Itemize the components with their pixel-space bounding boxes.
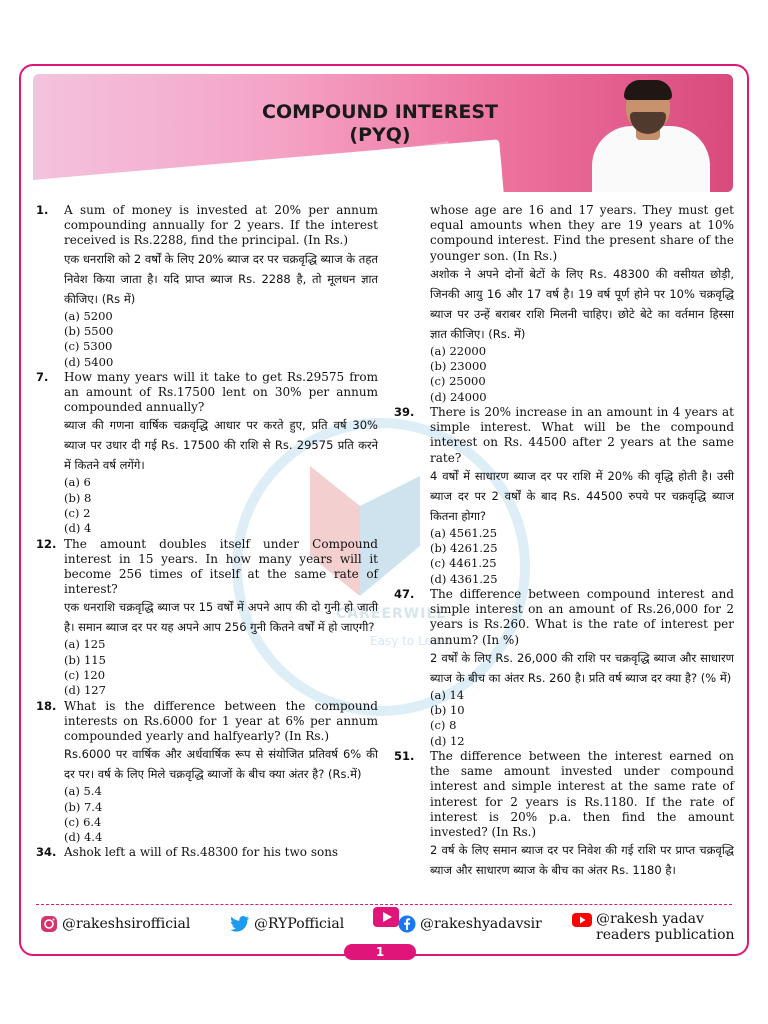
footer-divider xyxy=(36,904,732,905)
option: (a) 4561.25 xyxy=(430,525,498,540)
question-39: 39. There is 20% increase in an amount in 4 years at simple interest. What will be the compound interest on Rs. 44500 after 2 years at the same rate? 4 वर्षों में साधारण ब्याज दर पर राशि में 20% की वृद्धि होती है। उसी ब्याज दर पर 2 वर्षों के बाद Rs. 44500 रुपये पर चक्रवृद्धि ब्याज कितना होगा? (a) 4561.25 (b) 4261.25 (c) 4461.25 (d) 4361.25 xyxy=(394,405,734,586)
banner-torn-edge xyxy=(33,139,505,192)
option: (d) 4 xyxy=(64,521,92,536)
option: (d) 12 xyxy=(430,733,465,748)
youtube-icon xyxy=(572,913,592,927)
option: (c) 8 xyxy=(430,718,457,733)
left-column xyxy=(36,203,378,861)
twitter-handle: @RYPofficial xyxy=(254,916,345,932)
presenter-photo xyxy=(580,78,720,192)
facebook-handle: @rakeshyadavsir xyxy=(420,916,542,932)
instagram-link[interactable] xyxy=(40,915,190,933)
option: (c) 120 xyxy=(64,668,106,682)
option: (c) 2 xyxy=(64,506,91,520)
option: (a) 22000 xyxy=(430,343,487,358)
right-column xyxy=(394,203,734,880)
twitter-link[interactable] xyxy=(230,915,344,933)
option: (a) 14 xyxy=(430,687,465,702)
option: (b) 4261.25 xyxy=(430,541,498,556)
youtube-handle: @rakesh yadav xyxy=(596,911,704,927)
question-12: 12. The amount doubles itself under Compound interest in 15 years. In how many years will it become 256 times of itself at the same rate of interest? एक धनराशि चक्रवृद्धि ब्याज पर 15 वर्षों में अपने आप की दो गुनी हो जाती है। समान ब्याज दर पर यह अपने आप 256 गुनी कितने वर्षों में हो जाएगी? (a) 125 (b) 115 (c) 120 (d) 127 xyxy=(36,536,378,698)
option: (c) 25000 xyxy=(430,374,486,389)
publisher-name: readers publication xyxy=(596,927,735,943)
option: (b) 5500 xyxy=(64,323,114,338)
facebook-link[interactable] xyxy=(398,915,542,933)
option: (a) 6 xyxy=(64,475,91,490)
option: (b) 115 xyxy=(64,652,106,667)
option: (d) 4361.25 xyxy=(430,571,498,586)
option: (c) 4461.25 xyxy=(430,556,497,571)
question-1: 1. A sum of money is invested at 20% per annum compounding annually for 2 years. If the interest received is Rs.2288, find the principal. (In Rs.) एक धनराशि को 2 वर्षों के लिए 20% ब्याज दर पर चक्रवृद्धि ब्याज के तहत निवेश किया जाता है। यदि प्राप्त ब्याज Rs. 2288 है, तो मूलधन ज्ञात कीजिए। (Rs में) (a) 5200 (b) 5500 (c) 5300 (d) 5400 xyxy=(36,203,378,369)
option: (d) 5400 xyxy=(64,354,114,369)
option: (a) 5.4 xyxy=(64,784,102,799)
instagram-handle: @rakeshsirofficial xyxy=(62,916,191,932)
option: (d) 24000 xyxy=(430,389,487,404)
play-button-icon xyxy=(372,906,400,928)
option: (a) 125 xyxy=(64,637,106,652)
watermark-text: CAREERWILL xyxy=(336,606,447,622)
option: (d) 4.4 xyxy=(64,830,103,845)
page-number: 1 xyxy=(344,944,416,960)
page-subtitle: (PYQ) xyxy=(349,124,411,146)
option: (d) 127 xyxy=(64,683,106,698)
page-title: COMPOUND INTEREST xyxy=(262,101,498,123)
option: (c) 6.4 xyxy=(64,814,102,829)
watermark-subtext: Easy to Learn xyxy=(370,634,452,648)
option: (b) 8 xyxy=(64,490,92,505)
option: (b) 7.4 xyxy=(64,799,103,814)
facebook-icon xyxy=(398,915,416,933)
question-34-continued: whose age are 16 and 17 years. They must get equal amounts when they are 19 years at 10% compound interest. Find the present share of the younger son. (In Rs.) अशोक ने अपने दोनों बेटों के लिए Rs. 48300 की वसीयत छोड़ी, जिनकी आयु 16 और 17 वर्ष है। 19 वर्ष पूर्ण होने पर 10% चक्रवृद्धि ब्याज पर उन्हें बराबर राशि मिलनी चाहिए। छोटे बेटे का वर्तमान हिस्सा ज्ञात कीजिए। (Rs. में) (a) 22000 (b) 23000 (c) 25000 (d) 24000 xyxy=(394,203,734,405)
question-47: 47. The difference between compound interest and simple interest on an amount of Rs.26,000 for 2 years is Rs.260. What is the rate of interest per annum? (In %) 2 वर्षों के लिए Rs. 26,000 की राशि पर चक्रवृद्धि ब्याज और साधारण ब्याज के बीच का अंतर Rs. 260 है। प्रति वर्ष ब्याज दर क्या है? (% में) (a) 14 (b) 10 (c) 8 (d) 12 xyxy=(394,587,734,748)
option: (b) 10 xyxy=(430,703,465,718)
option: (a) 5200 xyxy=(64,308,113,323)
twitter-icon xyxy=(230,915,250,933)
question-51: 51. The difference between the interest earned on the same amount invested under compound interest and simple interest at the same rate of interest for 2 years is Rs.1180. If the rate of interest is 20% p.a. then find the amount invested? (In Rs.) 2 वर्ष के लिए समान ब्याज दर पर निवेश की गई राशि पर प्राप्त चक्रवृद्धि ब्याज और साधारण ब्याज के बीच का अंतर Rs. 1180 है। xyxy=(394,749,734,878)
option: (b) 23000 xyxy=(430,359,487,374)
question-18: 18. What is the difference between the compound interests on Rs.6000 for 1 year at 6% per annum compounded yearly and halfyearly? (In Rs.) Rs.6000 पर वार्षिक और अर्धवार्षिक रूप से संयोजित प्रतिवर्ष 6% की दर पर। वर्ष के लिए मिले चक्रवृद्धि ब्याजों के बीच क्या अंतर है? (Rs.में) (a) 5.4 (b) 7.4 (c) 6.4 (d) 4.4 xyxy=(36,698,378,845)
question-34: 34. Ashok left a will of Rs.48300 for his two sons xyxy=(36,845,339,860)
instagram-icon xyxy=(40,915,58,933)
question-7: 7. How many years will it take to get Rs.29575 from an amount of Rs.17500 lent on 30% per annum compounded annually? ब्याज की गणना वार्षिक चक्रवृद्धि आधार पर करते हुए, प्रति वर्ष 30% ब्याज पर उधार दी गई Rs. 17500 की राशि से Rs. 29575 प्रति करने में कितने वर्ष लगेंगे। (a) 6 (b) 8 (c) 2 (d) 4 xyxy=(36,369,378,536)
option: (c) 5300 xyxy=(64,339,113,354)
youtube-link[interactable] xyxy=(572,911,735,943)
